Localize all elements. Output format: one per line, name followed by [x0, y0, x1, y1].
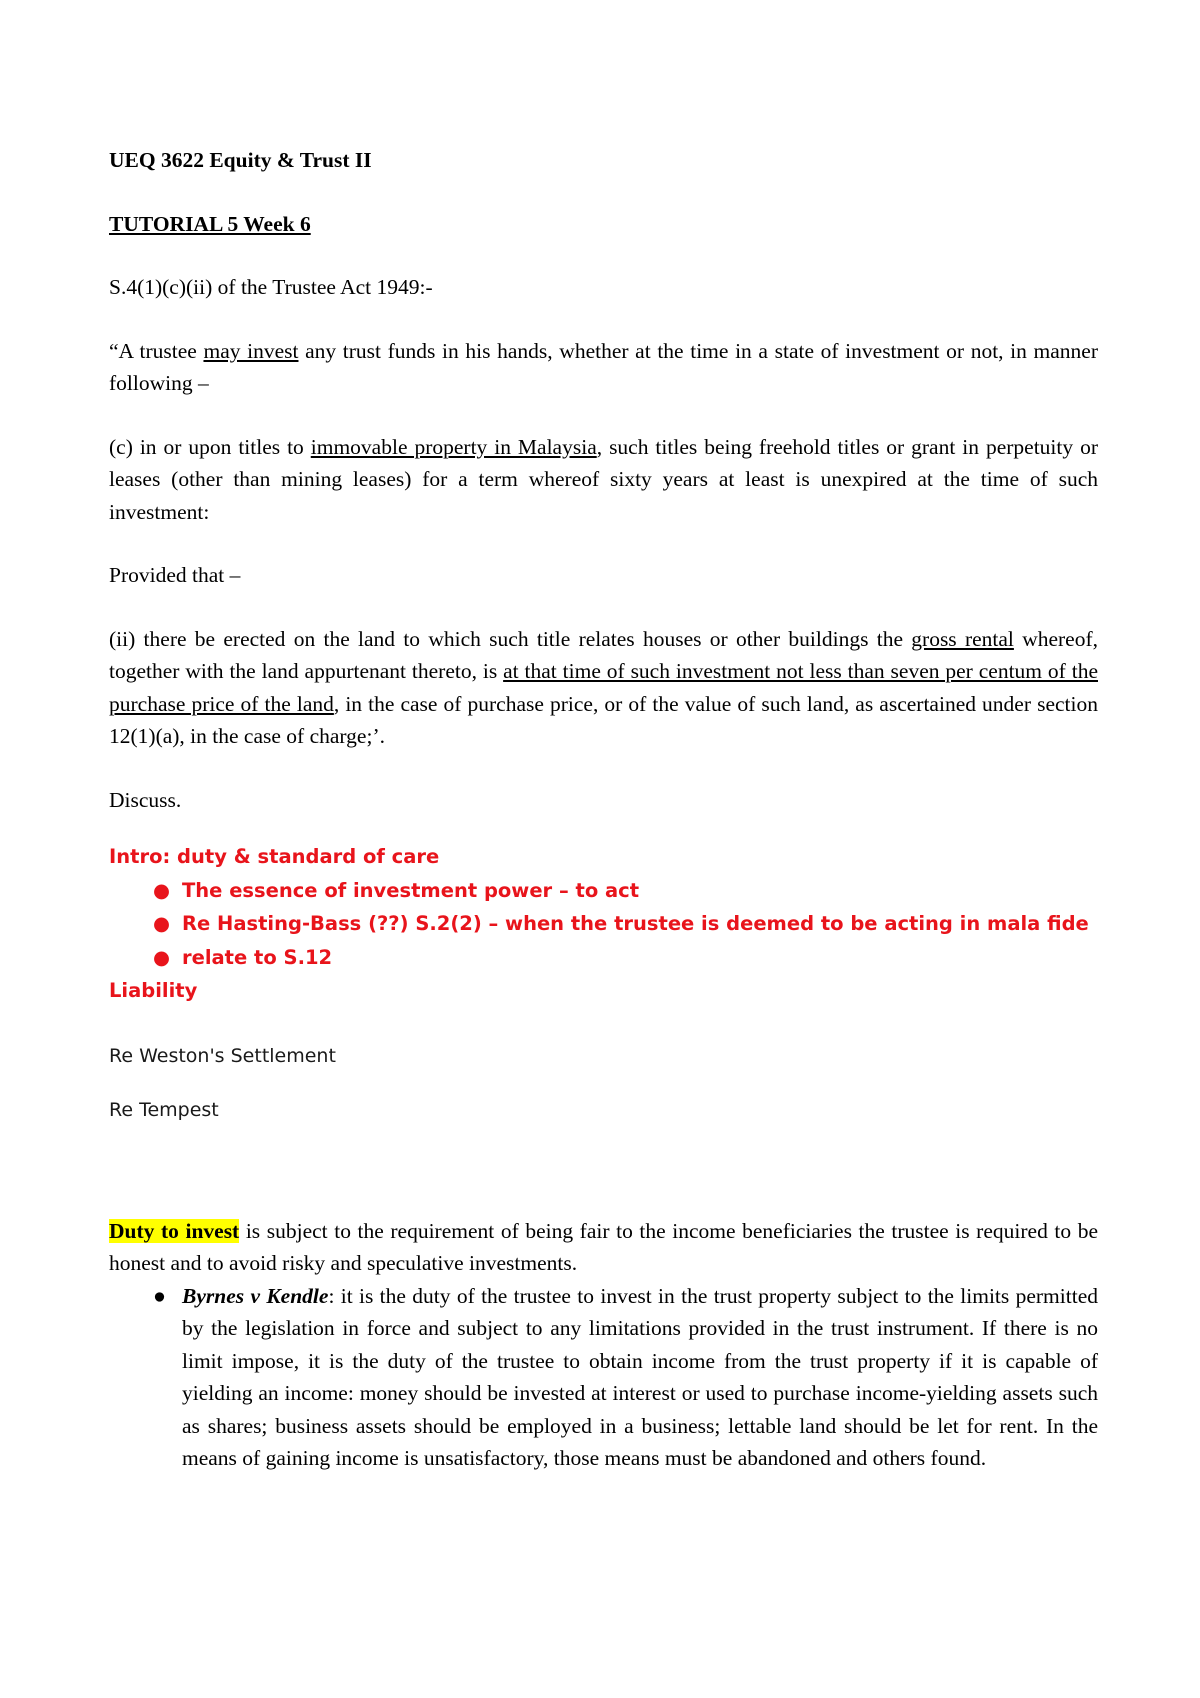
quote-ii-text-e: , in the case of purchase price, or of the value of such land, as ascertained under section 12(1)(a), in the case of charge;’.	[109, 691, 1098, 748]
case-weston: Re Weston's Settlement	[109, 1044, 336, 1067]
case-byrnes-text: : it is the duty of the trustee to invest in the trust property subject to the limits permitted by the legislation in force and subject to any limitations provided in the trust instrument. If there is no limit impose, it is the duty of the trustee to obtain income from the trust property if it is capable of yielding an income: money should be invested at interest or used to purchase income-yielding assets such as shares; business assets should be employed in a business; lettable land should be let for rent. In the means of gaining income is unsatisfactory, those means must be abandoned and others found.	[182, 1283, 1098, 1470]
quote-paragraph-c	[109, 431, 1098, 529]
quote-c-text-c: , such titles being freehold titles or grant in perpetuity or leases (other than mining leases) for a term whereof sixty years at least is unexpired at the time of such investment:	[109, 434, 1098, 524]
quote-c-underline: immovable property in Malaysia	[310, 434, 597, 459]
notes-bullet-item	[109, 907, 1098, 941]
bullet-icon: ●	[153, 912, 171, 935]
case-tempest: Re Tempest	[109, 1098, 219, 1121]
provided-that: Provided that –	[109, 563, 241, 587]
notes-bullet-text: relate to S.12	[182, 945, 333, 969]
bullet-icon: ●	[153, 945, 171, 969]
document-body	[109, 144, 1098, 1475]
duty-text: is subject to the requirement of being fair to the income beneficiaries the trustee is required to be honest and to avoid risky and speculative investments.	[109, 1218, 1098, 1275]
quote-ii-underline-rental: gross rental	[911, 626, 1014, 651]
quote-c-text-a: (c) in or upon titles to	[109, 434, 311, 459]
quote-ii-underline-condition: at that time of such investment not less than seven per centum of the purchase price of the land	[109, 659, 1098, 716]
discuss-prompt: Discuss.	[109, 787, 182, 812]
quote-paragraph-intro	[109, 335, 1098, 400]
case-name-byrnes: Byrnes v Kendle	[182, 1283, 329, 1308]
section-reference: S.4(1)(c)(ii) of the Trustee Act 1949:-	[109, 275, 433, 299]
answer-notes	[109, 840, 1098, 1008]
notes-bullet-item	[109, 874, 1098, 908]
notes-bullet-text: Re Hasting-Bass (??) S.2(2) – when the trustee is deemed to be acting in mala fide	[182, 912, 1089, 935]
case-bullet-list	[109, 1280, 1098, 1475]
notes-bullet-item	[109, 941, 1098, 975]
notes-bullet-text: The essence of investment power – to act	[182, 878, 640, 902]
document-title: UEQ 3622 Equity & Trust II	[109, 148, 372, 172]
quote-ii-text-c: whereof, together with the land appurtenant thereto, is	[109, 626, 1098, 683]
notes-liability: Liability	[109, 979, 198, 1002]
tutorial-heading: TUTORIAL 5 Week 6	[109, 211, 311, 236]
quote-intro-text-a: “A trustee	[109, 338, 204, 363]
case-bullet-item	[109, 1280, 1098, 1475]
duty-to-invest-paragraph	[109, 1215, 1098, 1280]
quote-intro-underline: may invest	[203, 338, 299, 363]
notes-intro: Intro: duty & standard of care	[109, 845, 440, 868]
quote-ii-text-a: (ii) there be erected on the land to which such title relates houses or other buildings the	[109, 626, 912, 651]
quote-intro-text-c: any trust funds in his hands, whether at the time in a state of investment or not, in manner following –	[109, 338, 1098, 395]
duty-highlight: Duty to invest	[109, 1218, 240, 1243]
bullet-icon: ●	[153, 878, 171, 902]
bullet-icon: ●	[153, 1283, 166, 1308]
quote-paragraph-ii	[109, 623, 1098, 753]
notes-bullet-list	[109, 874, 1098, 975]
